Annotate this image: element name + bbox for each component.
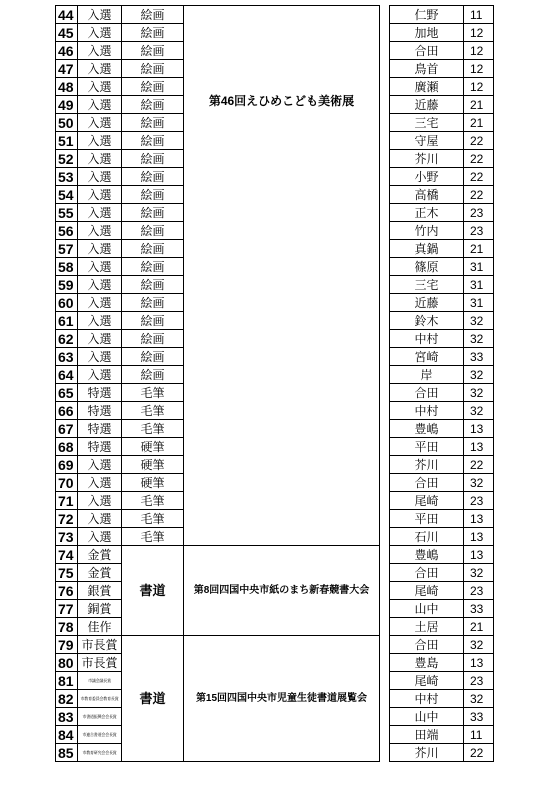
student-name: 岸 <box>390 366 464 384</box>
grade-cell: 13 <box>464 510 494 528</box>
entry-number: 69 <box>56 456 78 474</box>
entry-number: 66 <box>56 402 78 420</box>
award-cell: 入選 <box>78 186 122 204</box>
student-name: 平田 <box>390 438 464 456</box>
entry-number: 79 <box>56 636 78 654</box>
award-cell: 市書道振興会会長賞 <box>78 708 122 726</box>
student-name: 正木 <box>390 204 464 222</box>
category-cell: 絵画 <box>122 42 184 60</box>
category-cell: 絵画 <box>122 312 184 330</box>
category-cell: 絵画 <box>122 222 184 240</box>
student-name: 真鍋 <box>390 240 464 258</box>
student-name: 芥川 <box>390 456 464 474</box>
entry-number: 47 <box>56 60 78 78</box>
student-name: 高橋 <box>390 186 464 204</box>
student-name: 山中 <box>390 708 464 726</box>
entry-number: 65 <box>56 384 78 402</box>
grade-cell: 31 <box>464 294 494 312</box>
entry-number: 82 <box>56 690 78 708</box>
student-name: 合田 <box>390 42 464 60</box>
table-row <box>56 546 494 564</box>
student-name: 鳥首 <box>390 60 464 78</box>
grade-cell: 32 <box>464 330 494 348</box>
grade-cell: 33 <box>464 348 494 366</box>
entry-number: 71 <box>56 492 78 510</box>
event-name-cell: 第8回四国中央市紙のまち新春競書大会 <box>184 546 380 636</box>
grade-cell: 33 <box>464 600 494 618</box>
award-cell: 入選 <box>78 276 122 294</box>
entry-number: 54 <box>56 186 78 204</box>
category-cell: 絵画 <box>122 150 184 168</box>
student-name: 守屋 <box>390 132 464 150</box>
student-name: 三宅 <box>390 114 464 132</box>
student-name: 中村 <box>390 690 464 708</box>
entry-number: 75 <box>56 564 78 582</box>
grade-cell: 22 <box>464 132 494 150</box>
award-cell: 特選 <box>78 402 122 420</box>
category-cell: 毛筆 <box>122 528 184 546</box>
grade-cell: 32 <box>464 564 494 582</box>
award-cell: 入選 <box>78 24 122 42</box>
student-name: 平田 <box>390 510 464 528</box>
category-cell: 絵画 <box>122 168 184 186</box>
grade-cell: 21 <box>464 114 494 132</box>
award-cell: 入選 <box>78 456 122 474</box>
student-name: 鈴木 <box>390 312 464 330</box>
student-name: 尾崎 <box>390 672 464 690</box>
category-cell: 硬筆 <box>122 456 184 474</box>
award-cell: 入選 <box>78 510 122 528</box>
student-name: 仁野 <box>390 6 464 24</box>
entry-number: 80 <box>56 654 78 672</box>
award-cell: 入選 <box>78 96 122 114</box>
entry-number: 68 <box>56 438 78 456</box>
table-row <box>56 6 494 24</box>
entry-number: 59 <box>56 276 78 294</box>
grade-cell: 32 <box>464 636 494 654</box>
grade-cell: 12 <box>464 78 494 96</box>
event-name-cell: 第46回えひめこども美術展 <box>184 6 380 546</box>
award-cell: 銀賞 <box>78 582 122 600</box>
table-body <box>56 6 494 762</box>
student-name: 豊嶋 <box>390 546 464 564</box>
entry-number: 63 <box>56 348 78 366</box>
entry-number: 52 <box>56 150 78 168</box>
student-name: 三宅 <box>390 276 464 294</box>
grade-cell: 32 <box>464 474 494 492</box>
category-cell: 書道 <box>122 546 184 636</box>
category-cell: 絵画 <box>122 24 184 42</box>
award-cell: 入選 <box>78 528 122 546</box>
grade-cell: 21 <box>464 618 494 636</box>
category-cell: 絵画 <box>122 132 184 150</box>
entry-number: 64 <box>56 366 78 384</box>
award-cell: 入選 <box>78 42 122 60</box>
student-name: 小野 <box>390 168 464 186</box>
award-cell: 入選 <box>78 240 122 258</box>
entry-number: 49 <box>56 96 78 114</box>
grade-cell: 22 <box>464 456 494 474</box>
entry-number: 57 <box>56 240 78 258</box>
award-cell: 入選 <box>78 474 122 492</box>
grade-cell: 32 <box>464 312 494 330</box>
award-cell: 金賞 <box>78 564 122 582</box>
award-cell: 金賞 <box>78 546 122 564</box>
category-cell: 毛筆 <box>122 510 184 528</box>
grade-cell: 32 <box>464 384 494 402</box>
grade-cell: 11 <box>464 726 494 744</box>
category-cell: 毛筆 <box>122 384 184 402</box>
student-name: 山中 <box>390 600 464 618</box>
award-cell: 入選 <box>78 348 122 366</box>
student-name: 尾崎 <box>390 582 464 600</box>
award-cell: 市長賞 <box>78 654 122 672</box>
event-name-cell: 第15回四国中央市児童生徒書道展覧会 <box>184 636 380 762</box>
student-name: 中村 <box>390 330 464 348</box>
award-cell: 入選 <box>78 330 122 348</box>
student-name: 合田 <box>390 384 464 402</box>
entry-number: 46 <box>56 42 78 60</box>
award-cell: 入選 <box>78 150 122 168</box>
grade-cell: 22 <box>464 150 494 168</box>
category-cell: 絵画 <box>122 186 184 204</box>
entry-number: 77 <box>56 600 78 618</box>
category-cell: 毛筆 <box>122 402 184 420</box>
award-cell: 入選 <box>78 366 122 384</box>
entry-number: 60 <box>56 294 78 312</box>
grade-cell: 33 <box>464 708 494 726</box>
award-cell: 特選 <box>78 384 122 402</box>
student-name: 田端 <box>390 726 464 744</box>
student-name: 加地 <box>390 24 464 42</box>
grade-cell: 21 <box>464 96 494 114</box>
grade-cell: 11 <box>464 6 494 24</box>
student-name: 篠原 <box>390 258 464 276</box>
entry-number: 45 <box>56 24 78 42</box>
grade-cell: 22 <box>464 168 494 186</box>
grade-cell: 22 <box>464 744 494 762</box>
grade-cell: 12 <box>464 24 494 42</box>
award-cell: 入選 <box>78 204 122 222</box>
entry-number: 51 <box>56 132 78 150</box>
award-cell: 入選 <box>78 114 122 132</box>
category-cell: 毛筆 <box>122 492 184 510</box>
entry-number: 78 <box>56 618 78 636</box>
grade-cell: 13 <box>464 654 494 672</box>
entry-number: 76 <box>56 582 78 600</box>
student-name: 廣瀬 <box>390 78 464 96</box>
grade-cell: 12 <box>464 60 494 78</box>
student-name: 合田 <box>390 636 464 654</box>
grade-cell: 31 <box>464 258 494 276</box>
entry-number: 81 <box>56 672 78 690</box>
student-name: 豊島 <box>390 654 464 672</box>
student-name: 合田 <box>390 564 464 582</box>
student-name: 石川 <box>390 528 464 546</box>
award-cell: 入選 <box>78 294 122 312</box>
award-cell: 入選 <box>78 78 122 96</box>
category-cell: 書道 <box>122 636 184 762</box>
award-cell: 入選 <box>78 60 122 78</box>
grade-cell: 32 <box>464 402 494 420</box>
entry-number: 53 <box>56 168 78 186</box>
award-cell: 入選 <box>78 132 122 150</box>
award-cell: 特選 <box>78 420 122 438</box>
award-cell: 入選 <box>78 222 122 240</box>
award-cell: 市議会議長賞 <box>78 672 122 690</box>
category-cell: 硬筆 <box>122 438 184 456</box>
entry-number: 50 <box>56 114 78 132</box>
student-name: 豊嶋 <box>390 420 464 438</box>
category-cell: 絵画 <box>122 78 184 96</box>
entry-number: 73 <box>56 528 78 546</box>
grade-cell: 21 <box>464 240 494 258</box>
table-row <box>56 636 494 654</box>
award-cell: 入選 <box>78 6 122 24</box>
entry-number: 74 <box>56 546 78 564</box>
award-cell: 入選 <box>78 312 122 330</box>
category-cell: 絵画 <box>122 258 184 276</box>
category-cell: 絵画 <box>122 366 184 384</box>
student-name: 近藤 <box>390 96 464 114</box>
grade-cell: 23 <box>464 222 494 240</box>
category-cell: 絵画 <box>122 204 184 222</box>
entry-number: 44 <box>56 6 78 24</box>
entry-number: 56 <box>56 222 78 240</box>
award-cell: 入選 <box>78 168 122 186</box>
category-cell: 絵画 <box>122 96 184 114</box>
entry-number: 72 <box>56 510 78 528</box>
award-cell: 市教育研究会会長賞 <box>78 744 122 762</box>
grade-cell: 13 <box>464 528 494 546</box>
student-name: 中村 <box>390 402 464 420</box>
category-cell: 絵画 <box>122 348 184 366</box>
student-name: 土居 <box>390 618 464 636</box>
grade-cell: 22 <box>464 186 494 204</box>
grade-cell: 23 <box>464 492 494 510</box>
grade-cell: 13 <box>464 438 494 456</box>
entry-number: 48 <box>56 78 78 96</box>
entry-number: 70 <box>56 474 78 492</box>
grade-cell: 23 <box>464 204 494 222</box>
student-name: 芥川 <box>390 744 464 762</box>
grade-cell: 13 <box>464 420 494 438</box>
column-gap <box>380 6 390 762</box>
award-list-table <box>55 5 494 762</box>
award-cell: 市長賞 <box>78 636 122 654</box>
award-cell: 特選 <box>78 438 122 456</box>
student-name: 尾崎 <box>390 492 464 510</box>
category-cell: 絵画 <box>122 60 184 78</box>
award-cell: 入選 <box>78 258 122 276</box>
student-name: 近藤 <box>390 294 464 312</box>
entry-number: 84 <box>56 726 78 744</box>
entry-number: 83 <box>56 708 78 726</box>
student-name: 宮崎 <box>390 348 464 366</box>
category-cell: 絵画 <box>122 294 184 312</box>
award-cell: 銅賞 <box>78 600 122 618</box>
category-cell: 絵画 <box>122 276 184 294</box>
grade-cell: 32 <box>464 366 494 384</box>
entry-number: 62 <box>56 330 78 348</box>
grade-cell: 31 <box>464 276 494 294</box>
entry-number: 67 <box>56 420 78 438</box>
entry-number: 61 <box>56 312 78 330</box>
entry-number: 85 <box>56 744 78 762</box>
grade-cell: 23 <box>464 672 494 690</box>
grade-cell: 23 <box>464 582 494 600</box>
award-cell: 市教育委員会教育長賞 <box>78 690 122 708</box>
category-cell: 絵画 <box>122 240 184 258</box>
entry-number: 55 <box>56 204 78 222</box>
award-cell: 入選 <box>78 492 122 510</box>
grade-cell: 12 <box>464 42 494 60</box>
category-cell: 絵画 <box>122 330 184 348</box>
category-cell: 絵画 <box>122 6 184 24</box>
student-name: 芥川 <box>390 150 464 168</box>
student-name: 竹内 <box>390 222 464 240</box>
student-name: 合田 <box>390 474 464 492</box>
grade-cell: 32 <box>464 690 494 708</box>
entry-number: 58 <box>56 258 78 276</box>
category-cell: 硬筆 <box>122 474 184 492</box>
award-cell: 市連合書道会会長賞 <box>78 726 122 744</box>
category-cell: 毛筆 <box>122 420 184 438</box>
grade-cell: 13 <box>464 546 494 564</box>
category-cell: 絵画 <box>122 114 184 132</box>
award-cell: 佳作 <box>78 618 122 636</box>
